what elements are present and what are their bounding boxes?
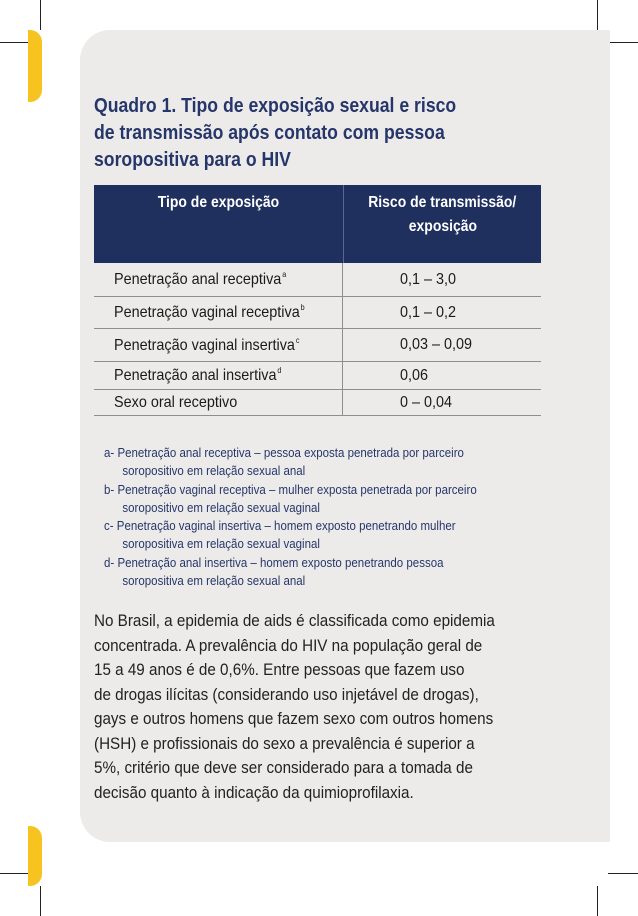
footnote: c- Penetração vaginal insertiva – homem exposto penetrando mulher soropositiva em relação sexual vaginal xyxy=(104,519,456,552)
risk-cell: 0 – 0,04 xyxy=(400,393,453,411)
body-paragraph xyxy=(94,609,559,805)
title-line: soropositiva para o HIV xyxy=(94,148,291,171)
paragraph-line: gays e outros homens que fazem sexo com outros homens xyxy=(94,709,494,728)
exposure-cell: Penetração vaginal insertiva$^c$ xyxy=(94,329,343,361)
table-row xyxy=(94,329,541,362)
table-row xyxy=(94,263,541,297)
crop-mark xyxy=(608,42,638,43)
footnote: b- Penetração vaginal receptiva – mulher exposta penetrada por parceiro soropositivo em relação sexual vaginal xyxy=(104,482,477,515)
crop-mark xyxy=(0,42,30,43)
page-title xyxy=(94,92,541,173)
yellow-edge-tab-top xyxy=(28,30,42,102)
paragraph-line: 5%, critério que deve ser considerado para a tomada de xyxy=(94,758,473,777)
risk-cell: 0,1 – 0,2 xyxy=(400,303,457,321)
table-row xyxy=(94,297,541,329)
crop-mark xyxy=(40,886,41,916)
risk-cell: 0,06 xyxy=(400,366,429,384)
paragraph-line: de drogas ilícitas (considerando uso injetável de drogas), xyxy=(94,684,479,704)
table-row xyxy=(94,362,541,390)
exposure-cell: Penetração anal receptiva$^a$ xyxy=(94,263,343,296)
crop-mark xyxy=(608,873,638,874)
table-header xyxy=(94,185,541,263)
crop-mark xyxy=(0,873,30,874)
table-row xyxy=(94,390,541,416)
crop-mark xyxy=(597,0,598,30)
exposure-cell: Penetração vaginal receptiva$^b$ xyxy=(94,297,343,328)
footnote: d- Penetração anal insertiva – homem exposto penetrando pessoa soropositiva em relação sexual anal xyxy=(104,555,444,589)
table-footnotes xyxy=(104,444,554,590)
paragraph-line: 15 a 49 anos é de 0,6%. Entre pessoas que fazem uso xyxy=(94,660,465,679)
paragraph-line: (HSH) e profissionais do sexo a prevalência é superior a xyxy=(94,733,475,753)
exposure-risk-table xyxy=(94,185,541,416)
header-transmission-risk: Risco de transmissão/ exposição xyxy=(343,185,541,263)
footnote: a- Penetração anal receptiva – pessoa exposta penetrada por parceiro soropositivo em relação sexual anal xyxy=(104,446,464,479)
title-line: de transmissão após contato com pessoa xyxy=(94,121,445,144)
header-exposure-type: Tipo de exposição xyxy=(157,194,280,211)
crop-mark xyxy=(597,886,598,916)
risk-cell: 0,03 – 0,09 xyxy=(400,336,473,353)
paragraph-line: decisão quanto à indicação da quimioprofilaxia. xyxy=(94,782,414,802)
crop-mark xyxy=(40,0,41,30)
paragraph-line: concentrada. A prevalência do HIV na população geral de xyxy=(94,635,483,655)
exposure-cell: Penetração anal insertiva$^d$ xyxy=(94,362,343,389)
title-line: Quadro 1. Tipo de exposição sexual e risco xyxy=(94,94,457,117)
risk-cell: 0,1 – 3,0 xyxy=(400,270,457,288)
paragraph-line: No Brasil, a epidemia de aids é classificada como epidemia xyxy=(94,611,495,630)
exposure-cell: Sexo oral receptivo xyxy=(94,390,343,415)
yellow-edge-tab-bottom xyxy=(28,826,42,886)
